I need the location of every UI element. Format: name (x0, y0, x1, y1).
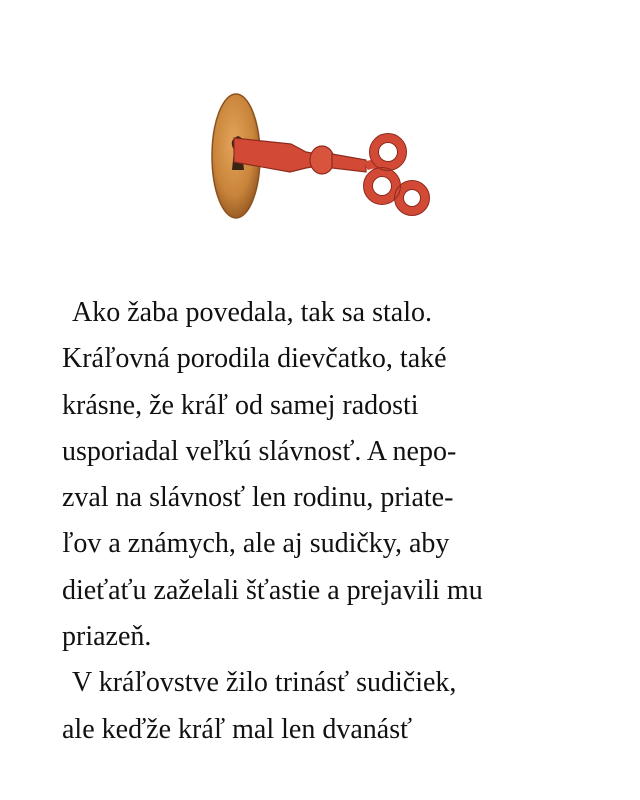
story-line: zval na slávnosť len rodinu, priate- (62, 482, 454, 514)
story-line: Ako žaba povedala, tak sa stalo. (72, 297, 432, 328)
story-line: Kráľovná porodila dievčatko, také (62, 343, 447, 375)
story-text (62, 290, 602, 753)
key-bow (366, 138, 425, 211)
story-line: usporiadal veľkú slávnosť. A nepo- (62, 435, 457, 467)
story-line: ľov a známych, ale aj sudičky, aby (62, 528, 450, 560)
story-line: V kráľovstve žilo trinásť sudičiek, (72, 667, 457, 699)
story-line: krásne, že kráľ od samej radosti (62, 389, 419, 421)
key-in-keyhole-icon (206, 88, 446, 238)
story-line: ale keďže kráľ mal len dvanásť (62, 713, 413, 745)
key-collar (310, 146, 334, 174)
story-line: dieťaťu zaželali šťastie a prejavili mu (62, 574, 483, 606)
story-line: priazeň. (62, 621, 152, 653)
key-neck (332, 154, 366, 172)
